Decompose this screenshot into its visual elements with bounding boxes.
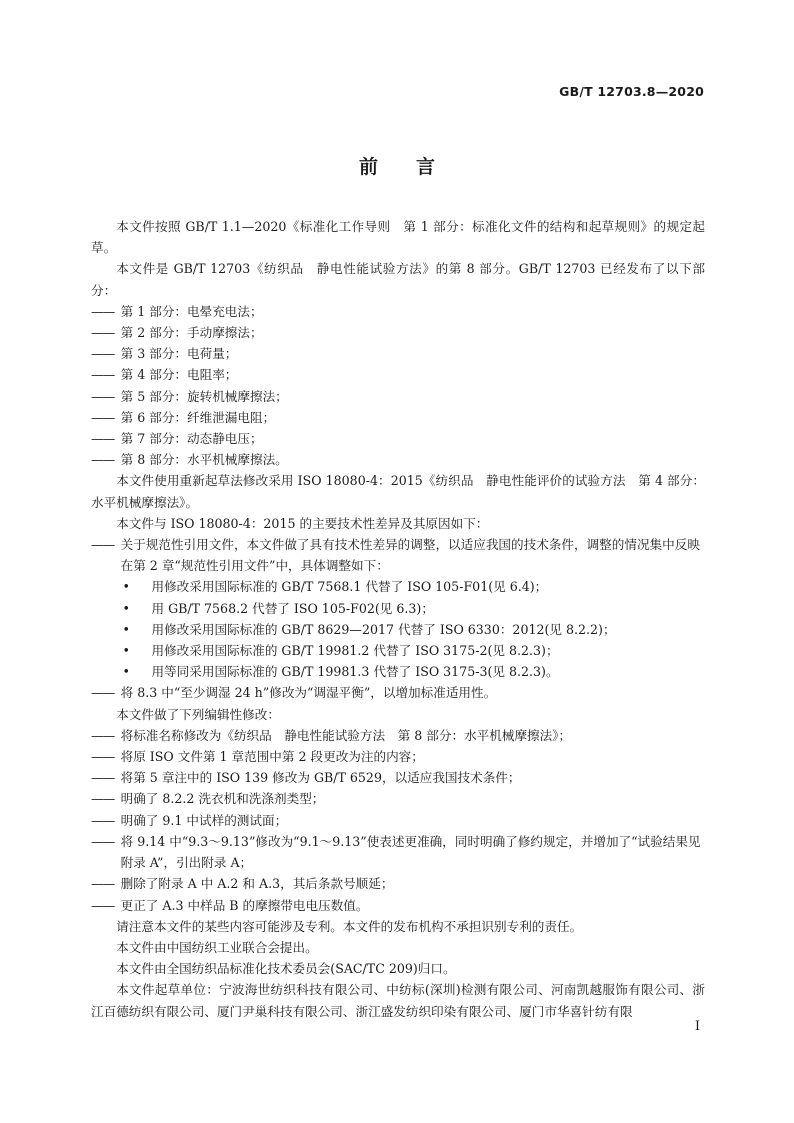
list-item-text: 第 2 部分：手动摩擦法； <box>120 325 263 341</box>
list-item <box>91 810 705 831</box>
list-item-text: 第 7 部分：动态静电压； <box>120 431 263 447</box>
bullet-mark: • <box>122 643 130 659</box>
bullet-text: 用等同采用国际标准的 GB/T 19981.3 代替了 ISO 3175-3(见 8.2.3)。 <box>151 664 559 680</box>
tech-diff-item <box>91 534 705 576</box>
dash-mark: —— <box>91 303 115 319</box>
list-item <box>91 449 705 470</box>
paragraph-drafting-units: 本文件起草单位：宁波海世纺织科技有限公司、中纺标(深圳)检测有限公司、河南凯越服饰有限公司、浙江百德纺织有限公司、厦门尹巢科技有限公司、浙江盛发纺织印染有限公司、厦门市华喜针纺有限 <box>91 982 705 1019</box>
list-item-text: 第 1 部分：电晕充电法； <box>120 303 263 319</box>
dash-mark: —— <box>91 897 115 913</box>
list-item-text: 第 3 部分：电荷量； <box>120 346 238 362</box>
list-item-text: 将 9.14 中“9.3～9.13”修改为“9.1～9.13”使表述更准确，同时明确了修约规定，并增加了“试验结果见附录 A”，引出附录 A； <box>120 833 701 871</box>
list-item <box>91 767 705 788</box>
dash-mark: —— <box>91 685 115 701</box>
parts-list <box>91 301 705 471</box>
dash-mark: —— <box>91 388 115 404</box>
list-item-text: 将 8.3 中“至少调湿 24 h”修改为“调湿平衡”，以增加标准适用性。 <box>120 685 497 701</box>
bullet-mark: • <box>122 621 130 637</box>
dash-mark: —— <box>91 727 115 743</box>
list-item <box>91 322 705 343</box>
list-item-text: 第 6 部分：纤维泄漏电阻； <box>120 409 276 425</box>
dash-mark: —— <box>91 749 115 765</box>
dash-mark: —— <box>91 409 115 425</box>
list-item-text: 第 5 部分：旋转机械摩擦法； <box>120 388 288 404</box>
paragraph-series-intro: 本文件是 GB/T 12703《纺织品 静电性能试验方法》的第 8 部分。GB/T 12703 已经发布了以下部分： <box>91 261 705 298</box>
paragraph-iso-adoption: 本文件使用重新起草法修改采用 ISO 18080-4：2015《纺织品 静电性能评价的试验方法 第 4 部分：水平机械摩擦法》。 <box>91 473 705 510</box>
dash-mark: —— <box>91 431 115 447</box>
dash-mark: —— <box>91 791 115 807</box>
page-number: Ⅰ <box>695 1018 700 1033</box>
list-item <box>91 831 705 873</box>
dash-mark: —— <box>91 346 115 362</box>
tech-diff-item <box>91 682 705 703</box>
list-item-text: 将第 5 章注中的 ISO 139 修改为 GB/T 6529，以适应我国技术条件； <box>120 770 521 786</box>
list-item-text: 将原 ISO 文件第 1 章范围中第 2 段更改为注的内容； <box>120 749 424 765</box>
list-item <box>91 428 705 449</box>
bullet-item <box>91 598 705 619</box>
bullet-text: 用修改采用国际标准的 GB/T 7568.1 代替了 ISO 105-F01(见 6.4)； <box>151 579 548 595</box>
list-item <box>91 301 705 322</box>
dash-mark: —— <box>91 537 115 553</box>
list-item <box>91 725 705 746</box>
list-item-text: 更正了 A.3 中样品 B 的摩擦带电电压数值。 <box>120 897 369 913</box>
dash-mark: —— <box>91 325 115 341</box>
page-title: 前言 <box>358 156 473 178</box>
standard-number: GB/T 12703.8—2020 <box>559 84 704 99</box>
list-item <box>91 746 705 767</box>
bullet-item <box>91 661 705 682</box>
bullet-item <box>91 576 705 597</box>
list-item <box>91 788 705 809</box>
list-item-text: 明确了 8.2.2 洗衣机和洗涤剂类型； <box>120 791 325 807</box>
paragraph-drafting-rule: 本文件按照 GB/T 1.1—2020《标准化工作导则 第 1 部分：标准化文件的结构和起草规则》的规定起草。 <box>91 219 705 256</box>
editorial-list <box>91 725 705 916</box>
paragraph-patent-notice: 请注意本文件的某些内容可能涉及专利。本文件的发布机构不承担识别专利的责任。 <box>116 918 583 934</box>
list-item-text: 第 8 部分：水平机械摩擦法。 <box>120 452 288 468</box>
paragraph-tech-diff-intro: 本文件与 ISO 18080-4：2015 的主要技术性差异及其原因如下： <box>116 515 489 531</box>
bullet-list <box>91 576 705 682</box>
bullet-mark: • <box>122 600 130 616</box>
paragraph-proposer: 本文件由中国纺织工业联合会提出。 <box>116 939 318 955</box>
bullet-text: 用 GB/T 7568.2 代替了 ISO 105-F02(见 6.3)； <box>151 600 434 616</box>
list-item-text: 第 4 部分：电阻率； <box>120 367 238 383</box>
bullet-text: 用修改采用国际标准的 GB/T 19981.2 代替了 ISO 3175-2(见 8.2.3)； <box>151 643 559 659</box>
list-item-text: 将标准名称修改为《纺织品 静电性能试验方法 第 8 部分：水平机械摩擦法》； <box>120 727 572 743</box>
list-item <box>91 343 705 364</box>
paragraph-committee: 本文件由全国纺织品标准化技术委员会(SAC/TC 209)归口。 <box>116 961 456 977</box>
list-item-text: 关于规范性引用文件，本文件做了具有技术性差异的调整，以适应我国的技术条件，调整的情况集中反映在第 2 章“规范性引用文件”中，具体调整如下： <box>120 537 700 574</box>
dash-mark: —— <box>91 833 115 849</box>
list-item <box>91 873 705 894</box>
dash-mark: —— <box>91 770 115 786</box>
list-item-text: 删除了附录 A 中 A.2 和 A.3，其后条款号顺延； <box>120 876 394 892</box>
list-item <box>91 364 705 385</box>
bullet-item <box>91 640 705 661</box>
list-item <box>91 895 705 916</box>
list-item <box>91 407 705 428</box>
dash-mark: —— <box>91 876 115 892</box>
dash-mark: —— <box>91 367 115 383</box>
bullet-item <box>91 619 705 640</box>
bullet-text: 用修改采用国际标准的 GB/T 8629—2017 代替了 ISO 6330：2012(见 8.2.2)； <box>151 621 616 637</box>
bullet-mark: • <box>122 579 130 595</box>
document-body <box>91 216 705 1022</box>
dash-mark: —— <box>91 452 115 468</box>
list-item <box>91 386 705 407</box>
paragraph-editorial-intro: 本文件做了下列编辑性修改： <box>116 706 280 722</box>
dash-mark: —— <box>91 812 115 828</box>
list-item-text: 明确了 9.1 中试样的测试面； <box>120 812 288 828</box>
bullet-mark: • <box>122 664 130 680</box>
